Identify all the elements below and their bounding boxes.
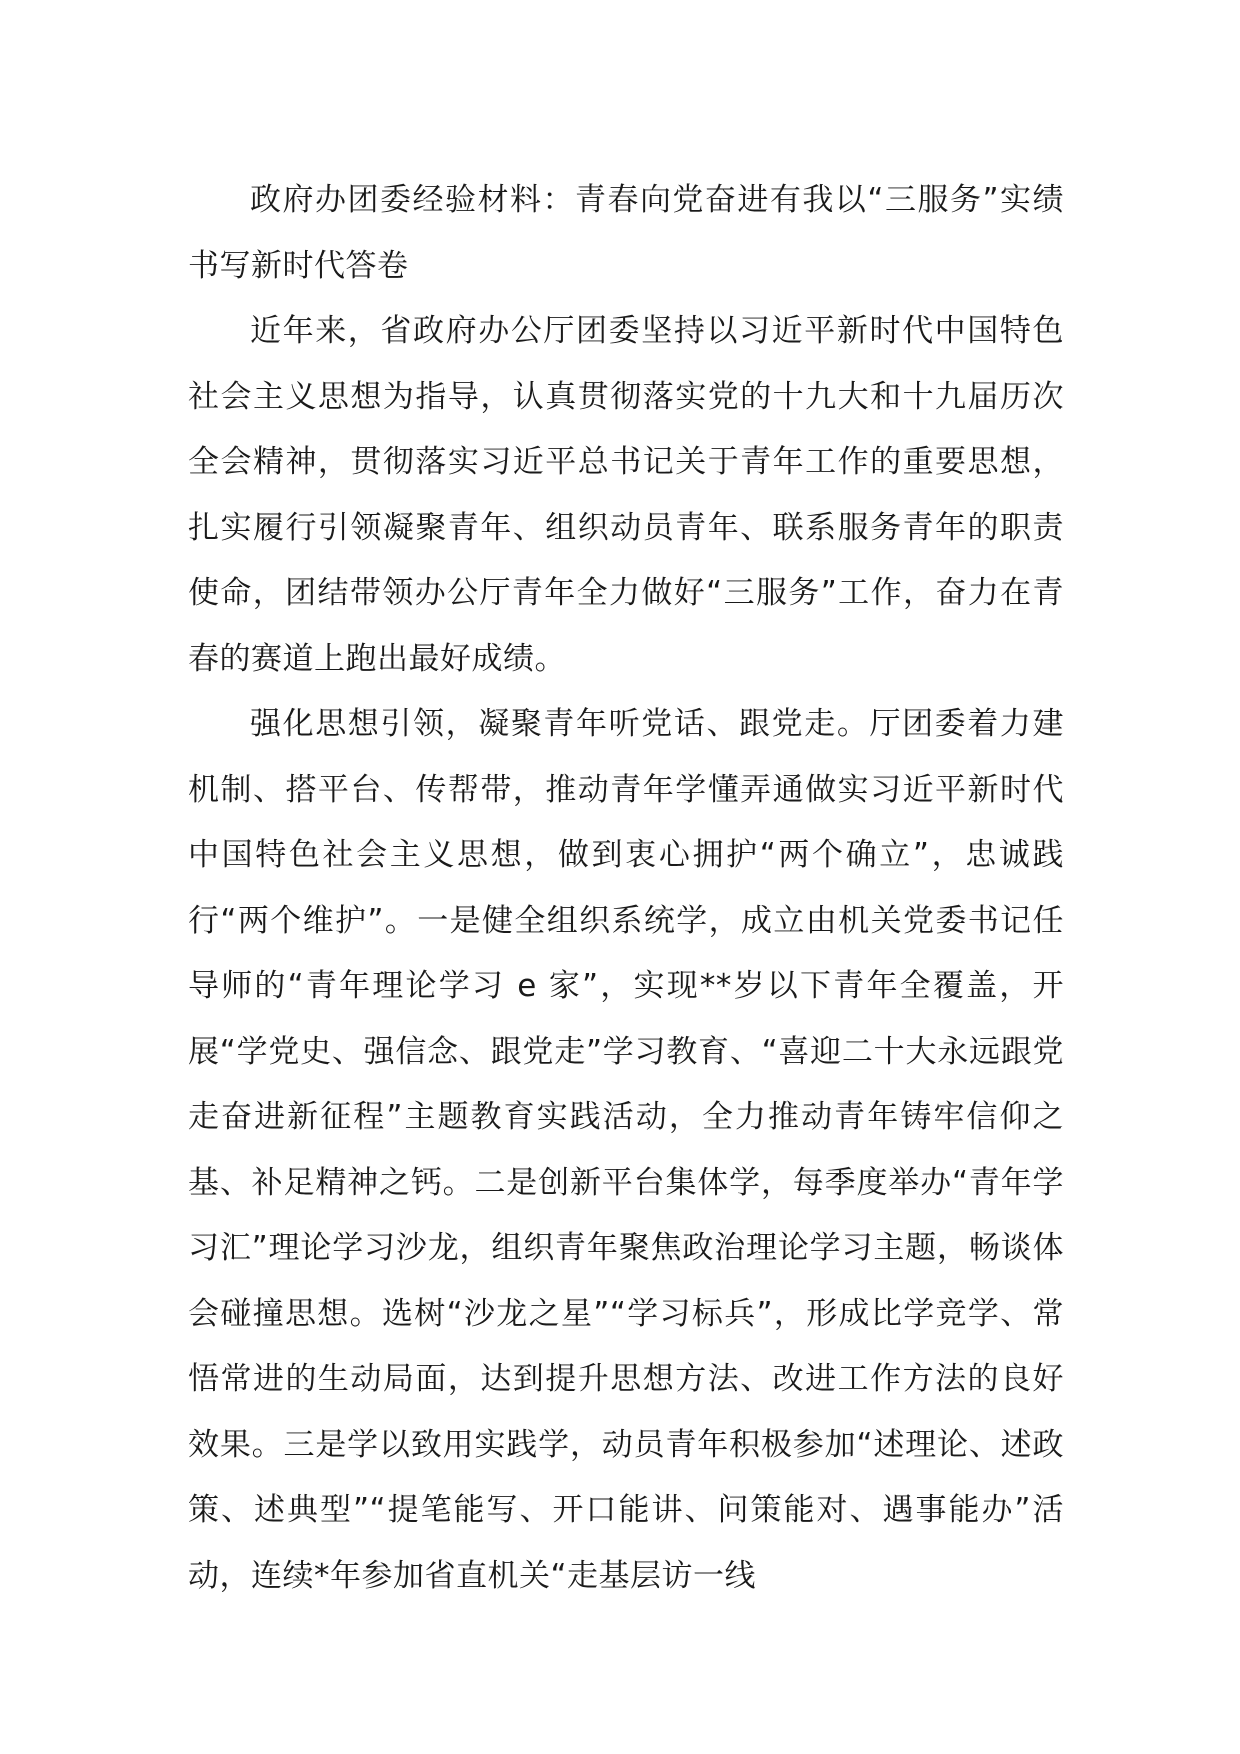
- document-body: [188, 168, 1064, 1609]
- paragraph-2: 强化思想引领，凝聚青年听党话、跟党走。厅团委着力建机制、搭平台、传帮带，推动青年学懂弄通做实习近平新时代中国特色社会主义思想，做到衷心拥护“两个确立”，忠诚践行“两个维护”。一是健全组织系统学，成立由机关党委书记任导师的“青年理论学习 e 家”，实现**岁以下青年全覆盖，开展“学党史、强信念、跟党走”学习教育、“喜迎二十大永远跟党走奋进新征程”主题教育实践活动，全力推动青年铸牢信仰之基、补足精神之钙。二是创新平台集体学，每季度举办“青年学习汇”理论学习沙龙，组织青年聚焦政治理论学习主题，畅谈体会碰撞思想。选树“沙龙之星”“学习标兵”，形成比学竞学、常悟常进的生动局面，达到提升思想方法、改进工作方法的良好效果。三是学以致用实践学，动员青年积极参加“述理论、述政策、述典型”“提笔能写、开口能讲、问策能对、遇事能办”活动，连续*年参加省直机关“走基层访一线: [188, 706, 1064, 1594]
- paragraph-1: 近年来，省政府办公厅团委坚持以习近平新时代中国特色社会主义思想为指导，认真贯彻落实党的十九大和十九届历次全会精神，贯彻落实习近平总书记关于青年工作的重要思想，扎实履行引领凝聚青年、组织动员青年、联系服务青年的职责使命，团结带领办公厅青年全力做好“三服务”工作，奋力在青春的赛道上跑出最好成绩。: [188, 313, 1064, 677]
- document-title: 政府办团委经验材料：青春向党奋进有我以“三服务”实绩书写新时代答卷: [188, 182, 1064, 284]
